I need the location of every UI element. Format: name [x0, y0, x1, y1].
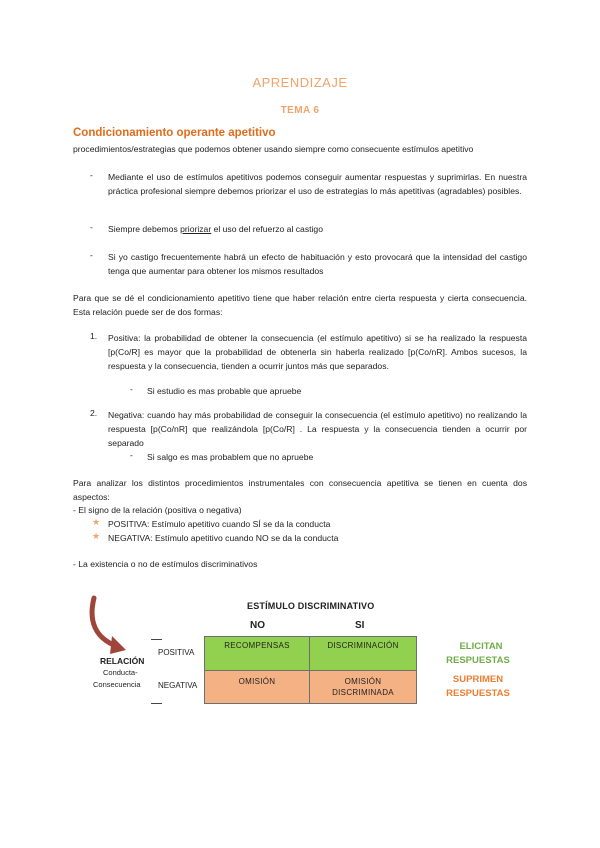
cell-recompensas: RECOMPENSAS [204, 636, 310, 671]
bullet-marker: - [90, 170, 93, 180]
numbered-item: Negativa: cuando hay más probabilidad de conseguir la consecuencia (el estímulo apetitivo) no realizando la respuesta [p(Co/nR] que realizándola [p(Co/R] . La respuesta y la consecuencia tienden a ocurrir por separado [108, 410, 527, 449]
bullet-marker: - [90, 250, 93, 260]
relation-label: RELACIÓN [100, 656, 145, 666]
sub-bullet-marker: - [130, 450, 133, 460]
column-header-no: NO [250, 620, 265, 631]
suprimen-label: SUPRIMEN [452, 674, 504, 685]
star-icon: ★ [92, 531, 101, 541]
star-item: POSITIVA: Estímulo apetitivo cuando SÍ se da la conducta [108, 519, 331, 529]
list-number: 1. [90, 331, 98, 341]
sub-bullet-item: Si salgo es mas probablem que no apruebe [147, 452, 314, 462]
sub-bullet-item: Si estudio es mas probable que apruebe [147, 386, 302, 396]
list-number: 2. [90, 408, 98, 418]
column-header-si: SI [355, 620, 365, 631]
star-item: NEGATIVA: Estímulo apetitivo cuando NO se da la conducta [108, 533, 339, 543]
bullet-item: Si yo castigo frecuentemente habrá un efecto de habituación y esto provocará que la intensidad del castigo tenga que aumentar para obtener los mismos resultados [108, 252, 527, 277]
diagram-title: ESTÍMULO DISCRIMINATIVO [247, 601, 375, 611]
bullet-text-post: el uso del refuerzo al castigo [211, 224, 323, 234]
paragraph: Para analizar los distintos procedimientos instrumentales con consecuencia apetitiva se tienen en cuenta dos aspectos: [73, 478, 527, 503]
suprimen-label: RESPUESTAS [446, 688, 510, 699]
aspect-item: - La existencia o no de estímulos discriminativos [73, 559, 258, 569]
cell-omision-discriminada [309, 670, 417, 704]
elicitan-label: RESPUESTAS [446, 655, 510, 666]
row-label-positiva: POSITIVA [158, 648, 195, 657]
sub-bullet-marker: - [130, 384, 133, 394]
relation-sublabel: Consecuencia [93, 680, 141, 689]
divider [151, 639, 162, 640]
elicitan-label: ELICITAN [459, 641, 503, 652]
section-heading: Condicionamiento operante apetitivo [73, 127, 276, 139]
paragraph: Para que se dé el condicionamiento apetitivo tiene que haber relación entre cierta respuesta y cierta consecuencia. Esta relación puede ser de dos formas: [73, 293, 527, 318]
aspect-item: - El signo de la relación (positiva o negativa) [73, 505, 242, 515]
numbered-item: Positiva: la probabilidad de obtener la consecuencia (el estímulo apetitivo) si se ha realizado la respuesta [p(Co/R] es mayor que la probabilidad de obtenerla sin haberla realizado [p(Co/nR]. Ambos sucesos, la respuesta y la consecuencia, tienden a ocurrir juntos más que separados. [108, 333, 527, 372]
bullet-text-pre: Siempre debemos [108, 224, 181, 234]
cell-discriminacion: DISCRIMINACIÓN [309, 636, 417, 671]
document-title: APRENDIZAJE [252, 75, 348, 90]
bullet-marker: - [90, 222, 93, 232]
relation-sublabel: Conducta- [103, 668, 138, 677]
intro-paragraph: procedimientos/estrategias que podemos obtener usando siempre como consecuente estímulos apetitivo [73, 144, 474, 154]
cell-text: DISCRIMINADA [332, 688, 394, 697]
document-subtitle: TEMA 6 [280, 105, 320, 116]
row-label-negativa: NEGATIVA [158, 681, 198, 690]
underlined-word: priorizar [180, 224, 212, 234]
bullet-item [108, 222, 527, 236]
cell-text: OMISIÓN [344, 677, 382, 686]
star-icon: ★ [92, 517, 101, 527]
cell-omision: OMISIÓN [204, 670, 310, 704]
curved-arrow-icon [82, 594, 132, 656]
bullet-item: Mediante el uso de estímulos apetitivos podemos conseguir aumentar respuestas y suprimirlas. En nuestra práctica profesional siempre debemos priorizar el uso de estrategias lo más apetitivas (agradables) posibles. [108, 172, 527, 197]
divider [151, 703, 162, 704]
